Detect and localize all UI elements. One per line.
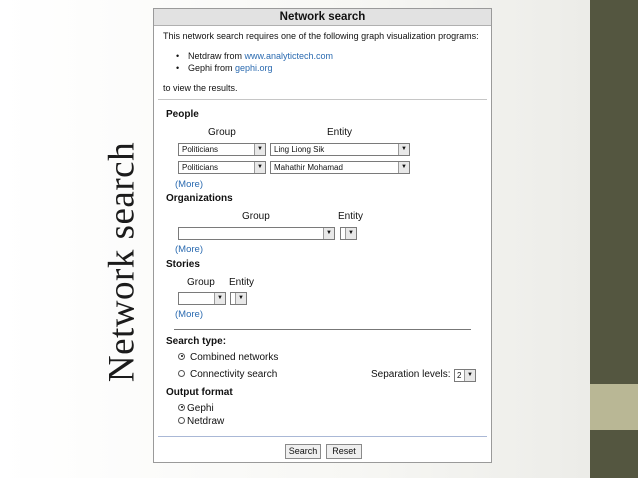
radio-unchecked-icon[interactable]	[178, 417, 185, 424]
view-results-text: to view the results.	[163, 83, 238, 93]
separation-levels-select[interactable]	[454, 369, 476, 382]
divider	[158, 99, 487, 100]
people-entity-select-2[interactable]	[270, 161, 410, 174]
radio-label: Gephi	[187, 403, 214, 414]
program-prefix: Netdraw from	[188, 51, 245, 61]
select-value: Ling Liong Sik	[274, 145, 325, 154]
radio-label: Netdraw	[187, 416, 225, 427]
people-group-select-2[interactable]	[178, 161, 266, 174]
more-label: More	[178, 179, 200, 190]
organizations-group-select[interactable]	[178, 227, 335, 240]
radio-netdraw[interactable]	[178, 416, 224, 427]
more-label: More	[178, 244, 200, 255]
radio-checked-icon[interactable]	[178, 404, 185, 411]
organizations-group-label: Group	[242, 211, 270, 222]
panel-header: Network search	[154, 9, 491, 26]
people-group-label: Group	[208, 127, 236, 138]
program-prefix: Gephi from	[188, 63, 236, 73]
stories-group-select[interactable]	[178, 292, 226, 305]
bullet-icon: •	[176, 63, 180, 73]
radio-combined-networks[interactable]	[178, 352, 278, 363]
program-item-gephi	[176, 63, 273, 73]
stories-entity-select[interactable]	[230, 292, 247, 305]
program-item-netdraw	[176, 51, 333, 61]
gephi-link[interactable]: gephi.org	[235, 63, 273, 73]
separation-levels-label: Separation levels:	[371, 369, 451, 380]
radio-label: Connectivity search	[190, 369, 278, 380]
organizations-entity-label: Entity	[338, 211, 364, 222]
chevron-down-icon: ▼	[235, 293, 246, 304]
radio-connectivity-search[interactable]	[178, 369, 277, 380]
chevron-down-icon: ▼	[345, 228, 356, 239]
intro-text: This network search requires one of the following graph visualization programs:	[163, 31, 479, 41]
stories-group-label: Group	[187, 277, 215, 288]
organizations-more-link[interactable]: (More)	[175, 244, 203, 255]
chevron-down-icon: ▼	[398, 144, 409, 155]
select-value: 2	[457, 371, 462, 380]
chevron-down-icon: ▼	[464, 370, 475, 381]
select-value: Mahathir Mohamad	[274, 163, 343, 172]
organizations-title: Organizations	[166, 193, 233, 204]
people-title: People	[166, 109, 199, 120]
people-entity-label: Entity	[327, 127, 353, 138]
chevron-down-icon: ▼	[254, 162, 265, 173]
divider	[174, 329, 471, 330]
slide-title: Network search	[101, 141, 143, 383]
reset-button[interactable]: Reset	[326, 444, 362, 459]
footer-divider	[158, 436, 487, 437]
chevron-down-icon: ▼	[323, 228, 334, 239]
output-format-title: Output format	[166, 387, 233, 398]
radio-unchecked-icon[interactable]	[178, 370, 185, 377]
search-button[interactable]: Search	[285, 444, 321, 459]
organizations-entity-select[interactable]	[340, 227, 357, 240]
people-entity-select-1[interactable]	[270, 143, 410, 156]
slide-side-bar-accent	[590, 384, 638, 430]
people-group-select-1[interactable]	[178, 143, 266, 156]
stories-more-link[interactable]: (More)	[175, 309, 203, 320]
radio-gephi[interactable]	[178, 403, 214, 414]
stories-title: Stories	[166, 259, 200, 270]
people-more-link[interactable]: (More)	[175, 179, 203, 190]
network-search-panel	[153, 8, 492, 463]
radio-checked-icon[interactable]	[178, 353, 185, 360]
bullet-icon: •	[176, 51, 180, 61]
chevron-down-icon: ▼	[398, 162, 409, 173]
netdraw-link[interactable]: www.analytictech.com	[244, 51, 334, 61]
more-label: More	[178, 309, 200, 320]
radio-label: Combined networks	[190, 352, 279, 363]
chevron-down-icon: ▼	[254, 144, 265, 155]
select-value: Politicians	[182, 163, 219, 172]
search-type-title: Search type:	[166, 336, 227, 347]
select-value: Politicians	[182, 145, 219, 154]
stories-entity-label: Entity	[229, 277, 255, 288]
chevron-down-icon: ▼	[214, 293, 225, 304]
